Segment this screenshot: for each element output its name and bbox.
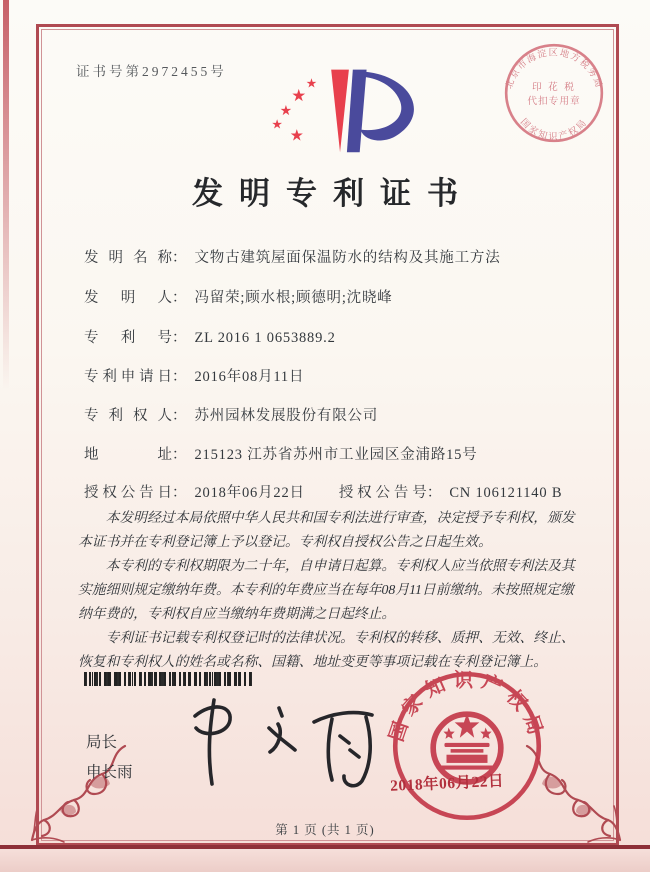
field-label: 专利申请日 bbox=[84, 369, 172, 385]
field-row-filing-date: 专利申请日： 2016年08月11日 bbox=[84, 365, 584, 386]
field-label: 发明人 bbox=[84, 290, 172, 306]
star-icon: ★ bbox=[291, 85, 307, 106]
director-name-label: 申长雨 bbox=[86, 764, 133, 781]
star-icon: ★ bbox=[279, 102, 293, 119]
field-row-inventors: 发明人： 冯留荣;顾水根;顾德明;沈晓峰 bbox=[84, 286, 584, 307]
body-paragraph: 本发明经过本局依照中华人民共和国专利法进行审查，决定授予专利权，颁发本证书并在专利登记簿上予以登记。专利权自授权公告之日起生效。 bbox=[78, 510, 575, 549]
director-title-label: 局长 bbox=[86, 734, 118, 751]
barcode bbox=[84, 672, 252, 686]
page-bottom-paper bbox=[0, 849, 650, 872]
field-row-address: 地址： 215123 江苏省苏州市工业园区金浦路15号 bbox=[84, 443, 584, 464]
certificate-number: 证书号第2972455号 bbox=[76, 64, 227, 79]
body-paragraph: 本专利的专利权期限为二十年，自申请日起算。专利权人应当依照专利法及其实施细则规定缴纳年费。本专利的年费应当在每年08月11日前缴纳。未按照规定缴纳年费的，专利权自应当缴纳年费期满之日起终止。 bbox=[78, 558, 575, 621]
legal-body-text bbox=[78, 506, 576, 674]
field-row-grant-date-and-number: 授权公告日： 2018年06月22日 授权公告号： CN 106121140 B bbox=[84, 481, 584, 502]
svg-text:国家知识产权局 bbox=[519, 117, 590, 142]
cnipa-official-seal bbox=[385, 664, 549, 828]
field-value: 苏州园林发展股份有限公司 bbox=[194, 408, 379, 424]
tax-seal-center-line1: 印 花 税 bbox=[532, 81, 576, 93]
field-label: 授权公告日 bbox=[84, 485, 172, 501]
field-row-patent-number: 专利号： ZL 2016 1 0653889.2 bbox=[84, 326, 584, 347]
svg-text:国家知识产权局 bbox=[385, 668, 548, 744]
field-value: ZL 2016 1 0653889.2 bbox=[194, 330, 336, 346]
field-value: CN 106121140 B bbox=[449, 485, 563, 501]
field-value: 文物古建筑屋面保温防水的结构及其施工方法 bbox=[194, 250, 501, 266]
page-title: 发明专利证书 bbox=[192, 176, 474, 211]
body-paragraph: 专利证书记载专利权登记时的法律状况。专利权的转移、质押、无效、终止、恢复和专利权人的姓名或名称、国籍、地址变更等事项记载在专利登记簿上。 bbox=[78, 630, 575, 669]
tax-seal-top-arc-text: 北京市海淀区地方税务局 bbox=[503, 47, 605, 90]
tax-seal-center-line2: 代扣专用章 bbox=[527, 96, 581, 108]
star-icon: ★ bbox=[305, 76, 318, 92]
field-label: 专利号 bbox=[84, 330, 172, 346]
field-value: 冯留荣;顾水根;顾德明;沈晓峰 bbox=[194, 290, 393, 306]
field-value: 2018年06月22日 bbox=[194, 485, 305, 501]
tax-stamp-seal bbox=[497, 36, 611, 150]
tax-seal-bottom-arc-text: 国家知识产权局 bbox=[518, 116, 590, 142]
field-row-invention-name: 发明名称： 文物古建筑屋面保温防水的结构及其施工方法 bbox=[84, 246, 584, 267]
field-label: 专利权人 bbox=[84, 408, 172, 424]
page-number-footer: 第 1 页 (共 1 页) bbox=[275, 823, 375, 837]
director-signature bbox=[182, 692, 397, 794]
field-label: 授权公告号 bbox=[338, 485, 427, 501]
field-label: 地址 bbox=[84, 447, 172, 463]
field-label: 发明名称 bbox=[84, 250, 172, 266]
field-value: 215123 江苏省苏州市工业园区金浦路15号 bbox=[194, 447, 478, 463]
seal-date: 2018年06月22日 bbox=[389, 772, 505, 795]
field-row-patentee: 专利权人： 苏州园林发展股份有限公司 bbox=[84, 404, 584, 425]
patent-office-logo-icon bbox=[252, 50, 432, 168]
field-value: 2016年08月11日 bbox=[194, 369, 305, 385]
star-icon: ★ bbox=[289, 125, 304, 145]
official-seal-arc-text: 国家知识产权局 bbox=[386, 670, 548, 745]
star-icon: ★ bbox=[271, 117, 283, 133]
